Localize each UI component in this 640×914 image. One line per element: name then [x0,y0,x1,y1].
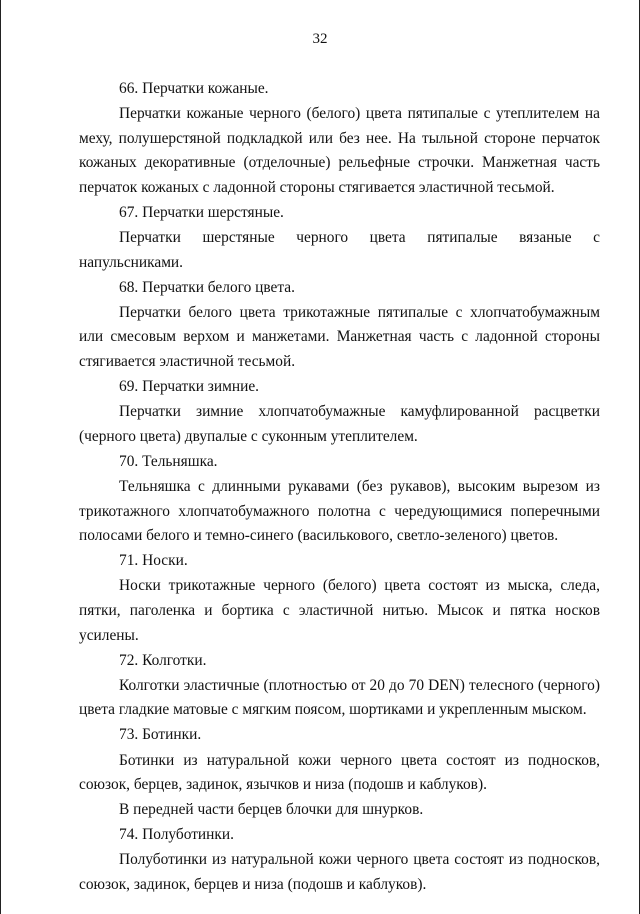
item-heading: 71. Носки. [119,552,188,570]
item-paragraph: Перчатки зимние хлопчатобумажные камуфлированной расцветки (черного цвета) двупалые с суконным утеплителем. [79,403,600,445]
item-paragraph: Перчатки шерстяные черного цвета пятипалые вязаные с напульсниками. [79,229,600,271]
item-paragraph: Ботинки из натуральной кожи черного цвета состоят из подносков, союзок, берцев, задинок, язычков и низа (подошв и каблуков). [79,751,600,794]
item-heading: 69. Перчатки зимние. [119,378,260,396]
item-heading: 74. Полуботинки. [119,826,234,844]
item-heading: 66. Перчатки кожаные. [119,80,269,97]
item-heading: 68. Перчатки белого цвета. [119,278,295,296]
item-paragraph: Полуботинки из натуральной кожи черного цвета состоят из подносков, союзок, задинок, берцев и низа (подошв и каблуков). [79,851,600,893]
item-heading: 72. Колготки. [119,651,207,669]
item-paragraph: В передней части берцев блочки для шнурков. [119,801,424,819]
item-paragraph: Перчатки белого цвета трикотажные пятипалые с хлопчатобумажным или смесовым верхом и манжетами. Манжетная часть с ладонной стороны стягивается эластичной тесьмой. [79,303,600,371]
item-heading: 67. Перчатки шерстяные. [119,203,284,221]
item-paragraph: Колготки эластичные (плотностью от 20 до 70 DEN) телесного (черного) цвета гладкие матовые с мягким поясом, шортиками и укрепленным мыском. [79,676,600,719]
item-heading: 70. Тельняшка. [119,452,218,470]
document-body [79,77,600,898]
item-paragraph: Носки трикотажные черного (белого) цвета состоят из мыска, следа, пятки, паголенка и бортика с эластичной нитью. Мысок и пятка носков усилены. [79,577,600,644]
scan-edge-left [0,0,1,914]
item-paragraph: Тельняшка с длинными рукавами (без рукавов), высоким вырезом из трикотажного хлопчатобумажного полотна с чередующимися поперечными полосами белого и темно-синего (василькового, светло-зеленого) цветов. [79,478,600,545]
page-number: 32 [312,31,328,47]
item-heading: 73. Ботинки. [119,726,202,744]
item-paragraph: Перчатки кожаные черного (белого) цвета пятипалые с утеплителем на меху, полушерстяной подкладкой или без нее. На тыльной стороне перчаток кожаных декоративные (отделочные) рельефные строчки. Манжетная часть перчаток кожаных с ладонной стороны стягивается эластичной тесьмой. [79,105,600,196]
